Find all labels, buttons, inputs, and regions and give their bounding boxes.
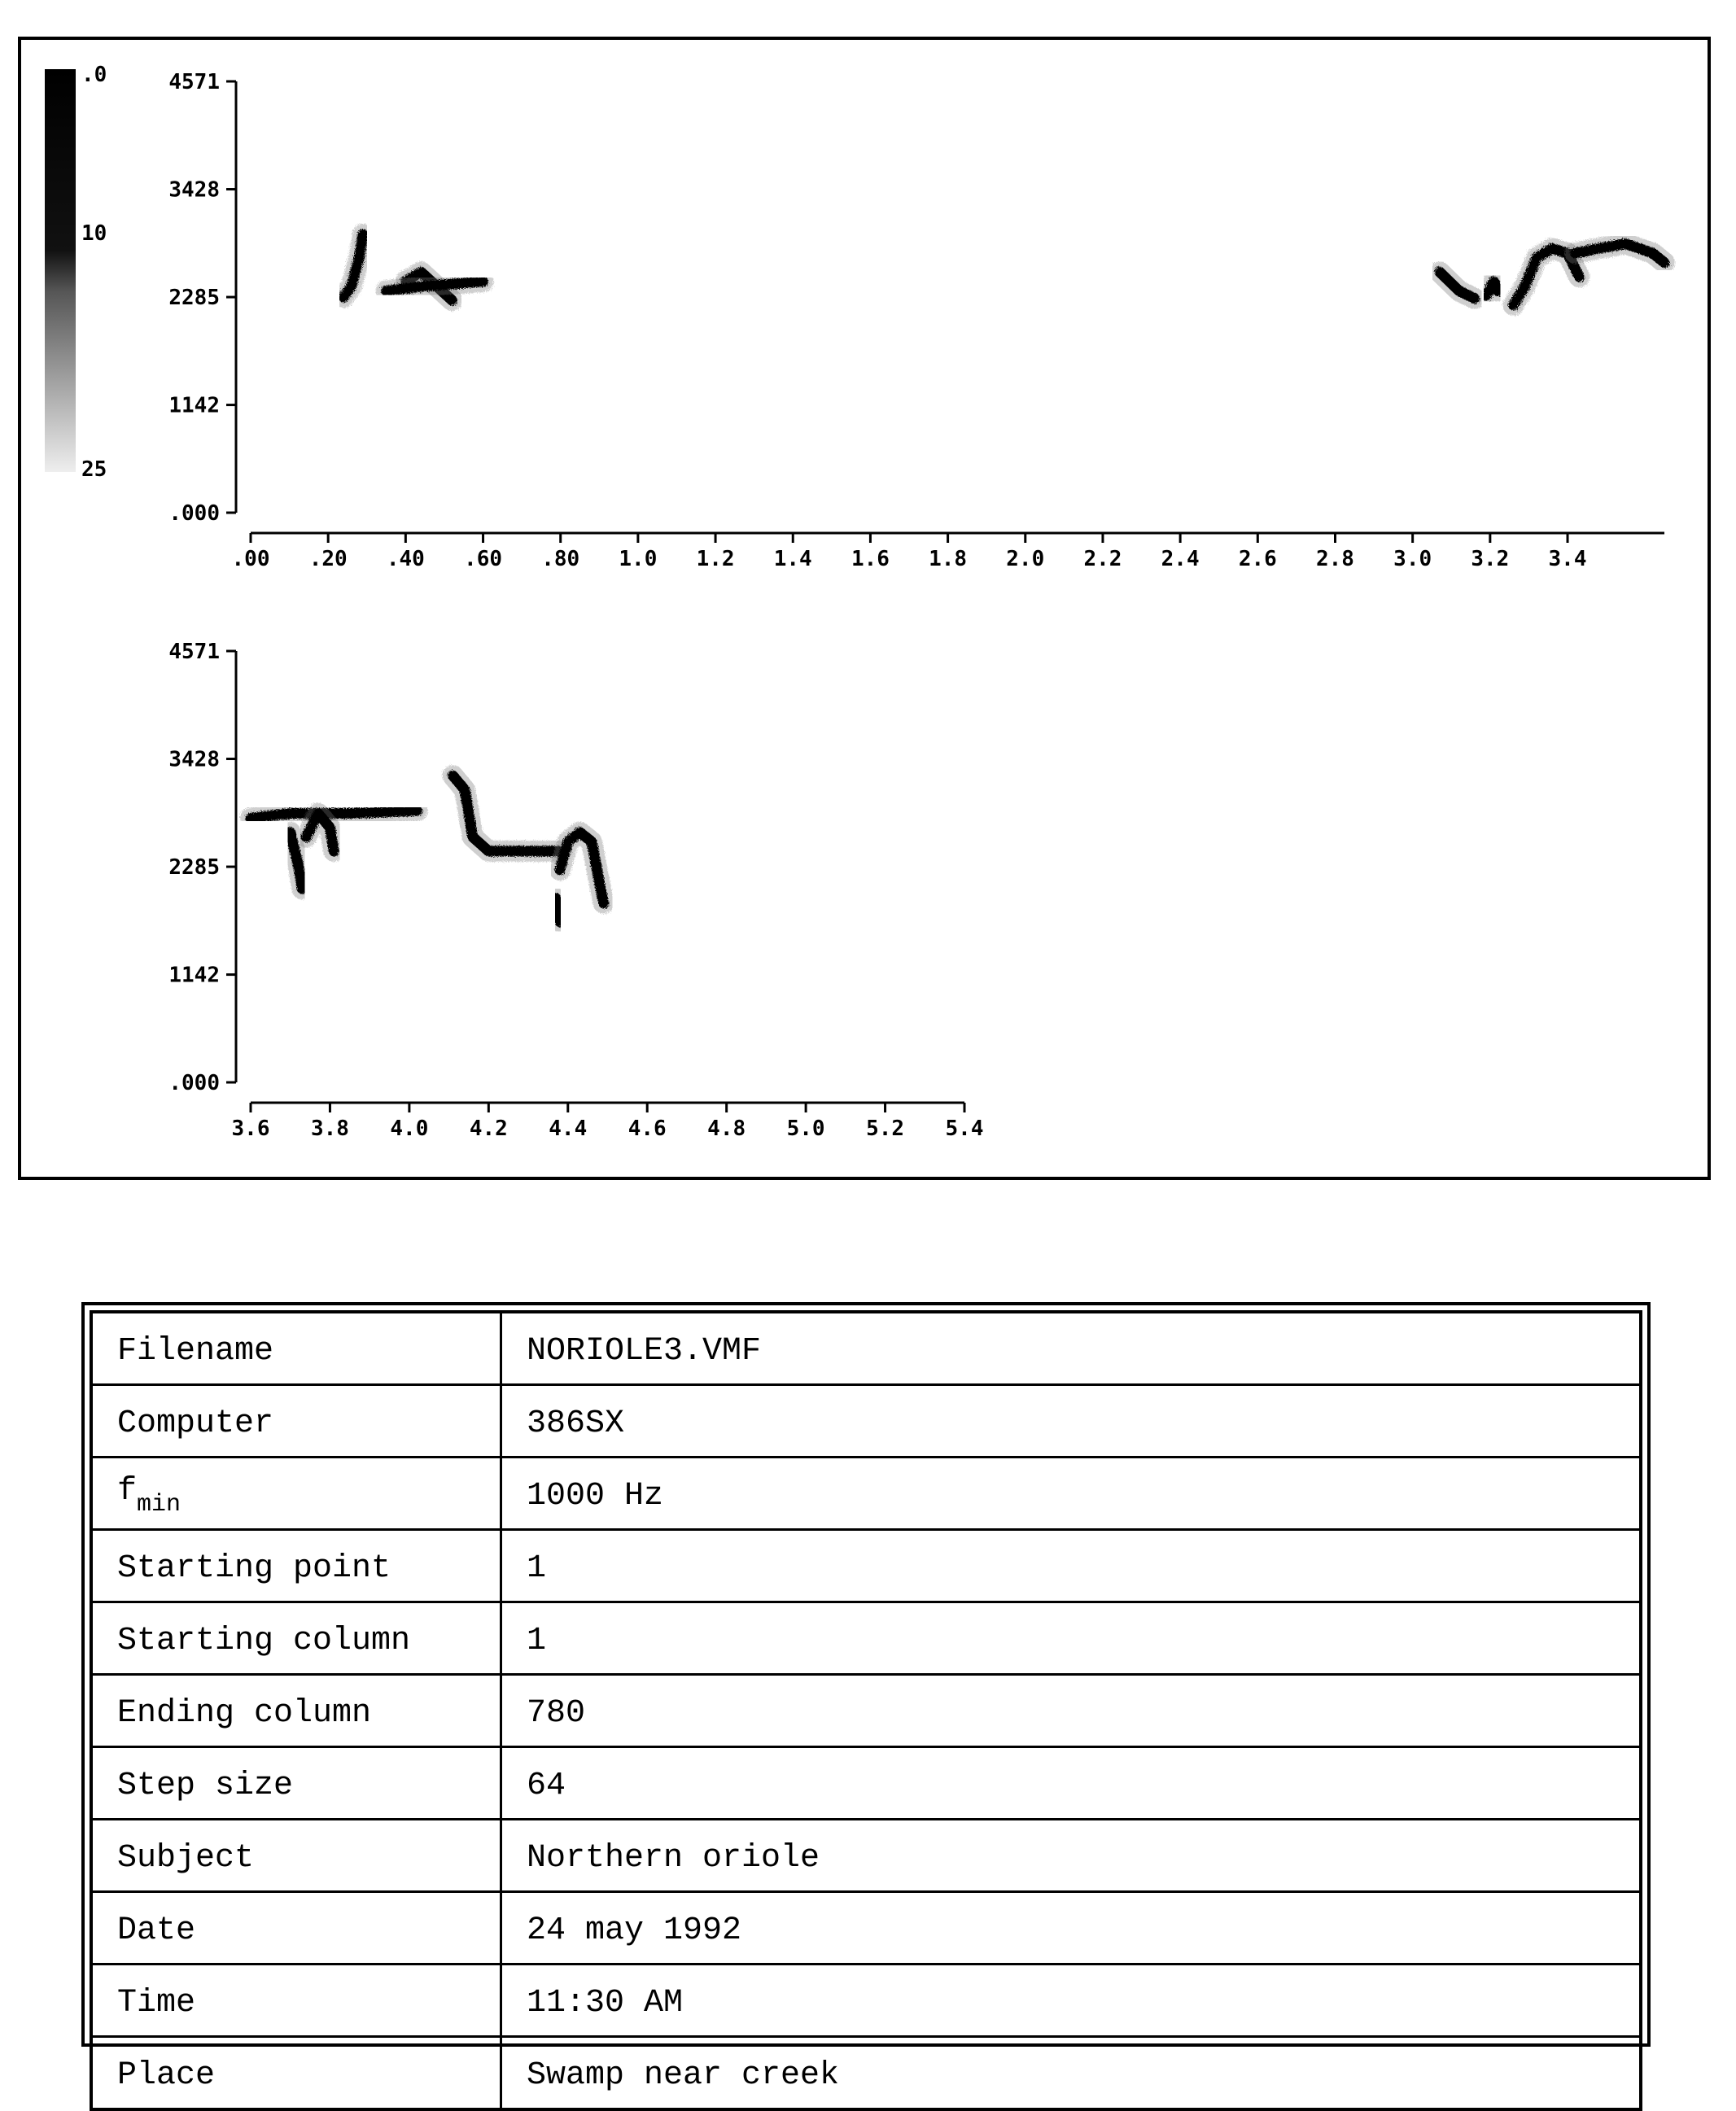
info-row-label-text: f (117, 1473, 138, 1510)
info-row-value: 780 (501, 1675, 1642, 1747)
x-tick-label-top-8: 1.6 (851, 547, 890, 571)
info-row-label (91, 1530, 501, 1602)
y-tick-label-bottom-4: .000 (168, 1071, 220, 1095)
y-tick-label-bottom-3: 1142 (168, 963, 220, 988)
trace-syllable-4-tail (556, 898, 560, 922)
x-tick-label-top-9: 1.8 (929, 547, 968, 571)
info-row-value: 386SX (501, 1385, 1642, 1458)
info-row-label-text: Starting point (117, 1549, 391, 1587)
x-tick-label-bottom-0: 3.6 (231, 1117, 270, 1141)
info-row-label (91, 1820, 501, 1892)
spectrogram-panel-top (168, 70, 1664, 571)
info-row-label-subscript: min (137, 1491, 181, 1519)
x-tick-label-top-16: 3.2 (1471, 547, 1510, 571)
recording-info-table (81, 1302, 1651, 2094)
info-row-label-text: Step size (117, 1767, 294, 1804)
info-row-value: Northern oriole (501, 1820, 1642, 1892)
info-row (91, 2037, 1641, 2110)
info-row-value: NORIOLE3.VMF (501, 1312, 1642, 1385)
x-tick-label-bottom-9: 5.4 (945, 1117, 984, 1141)
info-row (91, 1385, 1641, 1458)
spectrogram-panel-bottom (168, 640, 983, 1141)
info-row (91, 1965, 1641, 2037)
info-row-value: 64 (501, 1747, 1642, 1820)
info-row (91, 1530, 1641, 1602)
info-row-label (91, 1385, 501, 1458)
x-tick-label-top-3: .60 (464, 547, 503, 571)
x-tick-label-bottom-8: 5.2 (866, 1117, 905, 1141)
info-row (91, 1458, 1641, 1530)
info-row-value: 11:30 AM (501, 1965, 1642, 2037)
info-row-value: 1000 Hz (501, 1458, 1642, 1530)
y-tick-label-top-1: 3428 (168, 177, 220, 203)
info-row-value: Swamp near creek (501, 2037, 1642, 2110)
y-tick-label-top-3: 1142 (168, 393, 220, 418)
y-tick-label-bottom-1: 3428 (168, 747, 220, 772)
trace-syllable-4-drop (453, 776, 561, 851)
info-row (91, 1675, 1641, 1747)
info-row-label-text: Starting column (117, 1622, 411, 1659)
x-tick-label-top-0: .00 (231, 547, 270, 571)
x-tick-label-top-1: .20 (308, 547, 348, 571)
info-row-value: 1 (501, 1602, 1642, 1675)
info-row (91, 1820, 1641, 1892)
x-tick-label-top-10: 2.0 (1006, 547, 1045, 571)
info-row-label-text: Subject (117, 1839, 255, 1877)
info-row-label (91, 1312, 501, 1385)
info-row-label-text: Time (117, 1984, 196, 2021)
x-tick-label-top-17: 3.4 (1548, 547, 1587, 571)
trace-syllable-2-mid (1486, 282, 1498, 295)
info-row-label (91, 1458, 501, 1530)
intensity-legend-bar (45, 69, 76, 472)
info-row-value: 1 (501, 1530, 1642, 1602)
x-tick-label-top-13: 2.6 (1238, 547, 1277, 571)
legend-label-10: 10 (81, 221, 107, 246)
y-tick-label-top-2: 2285 (168, 286, 220, 311)
info-row-value: 24 may 1992 (501, 1892, 1642, 1965)
info-row-label (91, 1747, 501, 1820)
info-row-label-text: Place (117, 2056, 216, 2094)
x-tick-label-bottom-7: 5.0 (786, 1117, 825, 1141)
info-row-label (91, 2037, 501, 2110)
info-row-label-text: Filename (117, 1332, 274, 1370)
x-tick-label-top-5: 1.0 (619, 547, 658, 571)
legend-label-0: .0 (81, 63, 107, 87)
info-row-label (91, 1602, 501, 1675)
x-tick-label-top-7: 1.4 (773, 547, 812, 571)
info-row-label-text: Computer (117, 1405, 274, 1442)
y-tick-label-bottom-2: 2285 (168, 855, 220, 881)
x-tick-label-bottom-3: 4.2 (469, 1117, 508, 1141)
info-row-label-text: Ending column (117, 1694, 372, 1732)
x-tick-label-top-14: 2.8 (1316, 547, 1354, 571)
x-tick-label-top-12: 2.4 (1161, 547, 1200, 571)
x-tick-label-bottom-1: 3.8 (310, 1117, 349, 1141)
x-tick-label-top-15: 3.0 (1393, 547, 1432, 571)
info-row-label (91, 1675, 501, 1747)
x-tick-label-bottom-2: 4.0 (390, 1117, 429, 1141)
info-row (91, 1602, 1641, 1675)
legend-label-25: 25 (81, 457, 107, 482)
y-tick-label-top-0: 4571 (168, 70, 220, 94)
x-tick-label-top-2: .40 (386, 547, 425, 571)
info-row-label-text: Date (117, 1912, 196, 1949)
info-row (91, 1312, 1641, 1385)
y-tick-label-top-4: .000 (168, 501, 220, 526)
x-tick-label-bottom-4: 4.4 (549, 1117, 588, 1141)
x-tick-label-bottom-6: 4.8 (707, 1117, 746, 1141)
y-tick-label-bottom-0: 4571 (168, 640, 220, 664)
x-tick-label-top-11: 2.2 (1083, 547, 1122, 571)
x-tick-label-bottom-5: 4.6 (627, 1117, 667, 1141)
info-row-label (91, 1892, 501, 1965)
info-row-label (91, 1965, 501, 2037)
info-table (90, 1310, 1642, 2111)
x-tick-label-top-4: .80 (541, 547, 580, 571)
info-row (91, 1892, 1641, 1965)
x-tick-label-top-6: 1.2 (696, 547, 735, 571)
info-row (91, 1747, 1641, 1820)
